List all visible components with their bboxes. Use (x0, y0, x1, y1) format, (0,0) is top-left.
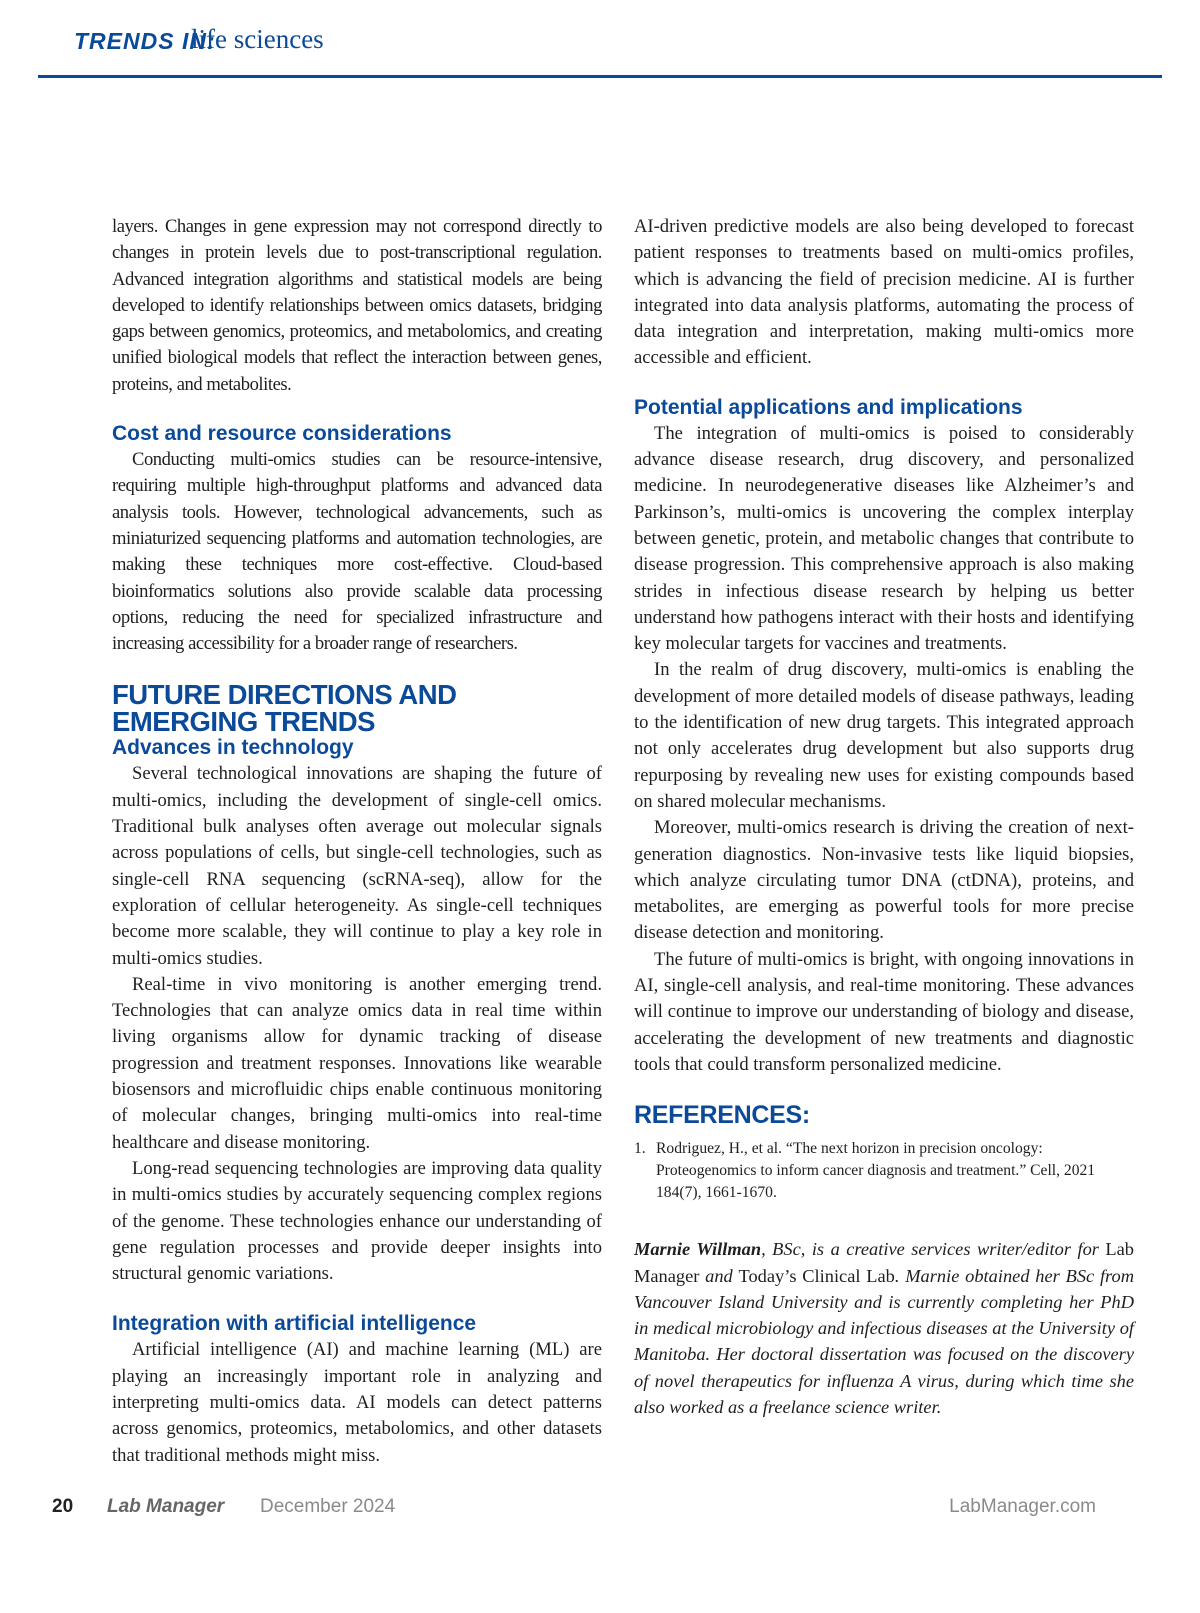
technology-paragraph-1: Several technological innovations are shaping the future of multi-omics, including the development of single-cell omics. Traditional bulk analyses often average out molecular signals across populations of cells, but single-cell technologies, such as single-cell RNA sequencing (scRNA-seq), allow for the exploration of cellular heterogeneity. As single-cell techniques become more scalable, they will continue to play a key role in multi-omics studies. (112, 763, 602, 969)
section-topic: life sciences (191, 24, 324, 54)
right-column (634, 214, 1134, 1420)
reference-number: 1. (634, 1140, 646, 1158)
magazine-name: Lab Manager (107, 1496, 225, 1517)
section-kicker: TRENDS IN: (74, 28, 216, 54)
website-url: LabManager.com (949, 1496, 1096, 1517)
ai-paragraph-1: Artificial intelligence (AI) and machine learning (ML) are playing an increasingly important role in analyzing and interpreting multi-omics data. AI models can detect patterns across genomics, proteomics, metabolomics, and other datasets that traditional methods might miss. (112, 1339, 602, 1466)
ai-heading: Integration with artificial intelligence (112, 1312, 477, 1336)
intro-paragraph: layers. Changes in gene expression may not correspond directly to changes in protein levels due to post-transcriptional regulation. Advanced integration algorithms and statistical models are being developed to identify relationships between omics datasets, bridging gaps between genomics, proteomics, and metabolomics, and creating unified biological models that reflect the interaction between genes, proteins, and metabolites. (112, 216, 602, 395)
references-list (634, 1138, 1134, 1204)
technology-heading: Advances in technology (112, 736, 354, 760)
page-number: 20 (52, 1496, 74, 1517)
future-section-title (112, 679, 602, 738)
page-header (38, 20, 1162, 78)
author-name: Marnie Willman (634, 1239, 762, 1260)
applications-heading: Potential applications and implications (634, 395, 1023, 419)
reference-text: Rodriguez, H., et al. “The next horizon in precision oncology: Proteogenomics to inform cancer diagnosis and treatment.” Cell, 2021 184(7), 1661-1670. (656, 1140, 1096, 1202)
bio-publication-2: Today’s Clinical Lab (738, 1265, 895, 1286)
technology-paragraph-3: Long-read sequencing technologies are improving data quality in multi-omics studies by accurately sequencing complex regions of the genome. These technologies enhance our understanding of gene regulation processes and provide deeper insights into structural genomic variations. (112, 1157, 602, 1285)
applications-paragraph-2: In the realm of drug discovery, multi-omics is enabling the development of more detailed models of disease pathways, leading to the identification of new drug targets. This integrated approach not only accelerates drug development but also supports drug repurposing by revealing new uses for existing compounds based on shared molecular mechanisms. (634, 659, 1134, 812)
issue-date: December 2024 (260, 1496, 396, 1517)
bio-conjunction: and (699, 1265, 739, 1286)
cost-paragraph: Conducting multi-omics studies can be resource-intensive, requiring multiple high-throughput platforms and advanced data analysis tools. However, technological advancements, such as miniaturized sequencing platforms and automation technologies, are making these techniques more cost-effective. Cloud-based bioinformatics solutions also provide scalable data processing options, reducing the need for specialized infrastructure and increasing accessibility for a broader range of researchers. (112, 449, 602, 655)
page-footer (52, 1496, 1096, 1526)
applications-paragraph-4: The future of multi-omics is bright, with ongoing innovations in AI, single-cell analysis, and real-time monitoring. These advances will continue to improve our understanding of biology and disease, accelerating the development of new treatments and diagnostic tools that could transform personalized medicine. (634, 948, 1134, 1075)
cost-heading: Cost and resource considerations (112, 422, 452, 446)
bio-text-2: . Marnie obtained her BSc from Vancouver Island University and is currently completing her PhD in medical microbiology and infectious diseases at the University of Manitoba. Her doctoral dissertation was focused on the discovery of novel therapeutics for influenza A virus, during which time she also worked as a freelance science writer. (634, 1265, 1135, 1417)
ai-paragraph-2: AI-driven predictive models are also being developed to forecast patient responses to treatments based on multi-omics profiles, which is advancing the field of precision medicine. AI is further integrated into data analysis platforms, automating the process of data integration and interpretation, making multi-omics more accessible and efficient. (634, 216, 1134, 369)
bio-publication-1: Lab Manager (634, 1239, 1134, 1286)
left-column (112, 214, 602, 1469)
reference-item (634, 1138, 1134, 1204)
applications-paragraph-3: Moreover, multi-omics research is driving the creation of next-generation diagnostics. Non-invasive tests like liquid biopsies, which analyze circulating tumor DNA (ctDNA), proteins, and metabolites, are emerging as powerful tools for more precise disease detection and monitoring. (634, 817, 1134, 944)
future-title-line-2: EMERGING TRENDS (112, 706, 375, 738)
future-title-line-1: FUTURE DIRECTIONS AND (112, 679, 457, 711)
technology-paragraph-2: Real-time in vivo monitoring is another emerging trend. Technologies that can analyze omics data in real time within living organisms allow for dynamic tracking of disease progression and treatment responses. Innovations like wearable biosensors and microfluidic chips enable continuous monitoring of molecular changes, bringing multi-omics into real-time healthcare and disease monitoring. (112, 973, 602, 1153)
author-bio (634, 1236, 1134, 1420)
header-divider (38, 75, 1162, 78)
bio-text-1: , BSc, is a creative services writer/editor for (761, 1239, 1106, 1260)
references-title: REFERENCES: (634, 1101, 810, 1130)
applications-paragraph-1: The integration of multi-omics is poised to considerably advance disease research, drug discovery, and personalized medicine. In neurodegenerative diseases like Alzheimer’s and Parkinson’s, multi-omics is uncovering the complex interplay between genetic, protein, and metabolic changes that contribute to disease progression. This comprehensive approach is also making strides in infectious disease research by helping us better understand how pathogens interact with their hosts and identifying key molecular targets for vaccines and treatments. (634, 422, 1134, 655)
